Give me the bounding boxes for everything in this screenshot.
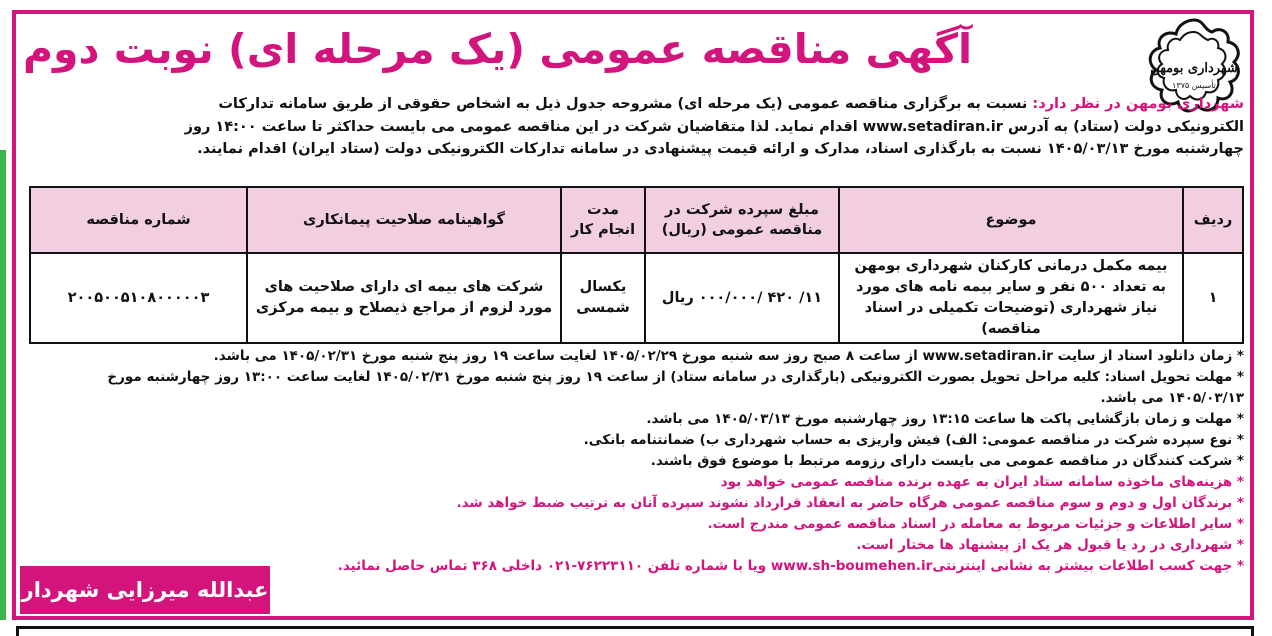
note-resume: * شرکت کنندگان در مناقصه عمومی می بایست دارای رزومه مرتبط با موضوع فوق باشند. xyxy=(650,453,1244,469)
header-certificate: گواهینامه صلاحیت پیمانکاری xyxy=(247,187,561,253)
side-green-bar xyxy=(0,150,6,620)
intro-paragraph xyxy=(34,93,1244,161)
header-tender-no: شماره مناقصه xyxy=(30,187,247,253)
table-header-row xyxy=(30,187,1243,253)
next-ad-border xyxy=(16,626,1254,636)
cell-row-no: ۱ xyxy=(1183,253,1243,343)
header-row-no: ردیف xyxy=(1183,187,1243,253)
note-submission-deadline-cont: ۱۴۰۵/۰۳/۱۳ می باشد. xyxy=(1100,390,1244,406)
note-contact: * جهت کسب اطلاعات بیشتر به نشانی اینترنتیwww.sh-boumehen.ir ویا با شماره تلفن ۷۶۲۲۳۱۱۰-۰۲۱ داخلی ۳۶۸ تماس حاصل نمائید. xyxy=(337,558,1244,574)
header-deposit: مبلغ سپرده شرکت در مناقصه عمومی (ریال) xyxy=(645,187,839,253)
cell-deposit: ۱۱/ ۴۲۰ /۰۰۰/۰۰۰ ریال xyxy=(645,253,839,343)
cell-duration: یکسال شمسی xyxy=(561,253,645,343)
note-winners: * برندگان اول و دوم و سوم مناقصه عمومی هرگاه حاضر به انعقاد قرارداد نشوند سپرده آنان به ترتیب ضبط خواهد شد. xyxy=(456,495,1244,511)
notice-title: آگهی مناقصه عمومی (یک مرحله ای) نوبت دوم xyxy=(22,25,972,73)
table-row xyxy=(30,253,1243,343)
note-submission-deadline: * مهلت تحویل اسناد: کلیه مراحل تحویل بصورت الکترونیکی (بارگذاری در سامانه ستاد) از ساعت ۱۹ روز پنج شنبه مورخ ۱۴۰۵/۰۲/۳۱ لغایت ساعت ۱۳:۰۰ روز چهارشنبه مورخ xyxy=(107,369,1244,385)
intro-line-3: چهارشنبه مورخ ۱۴۰۵/۰۳/۱۳ نسبت به بارگذاری اسناد، مدارک و ارائه قیمت پیشنهادی در سامانه تدارکات الکترونیکی دولت (ستاد ایران) اقدام نمایند. xyxy=(197,141,1244,157)
cell-tender-no: ۲۰۰۵۰۰۵۱۰۸۰۰۰۰۰۳ xyxy=(30,253,247,343)
intro-line-1 xyxy=(34,93,1244,116)
note-download-time: * زمان دانلود اسناد از سایت www.setadiran.ir از ساعت ۸ صبح روز سه شنبه مورخ ۱۴۰۵/۰۲/۲۹ لغایت ساعت ۱۹ روز پنج شنبه مورخ ۱۴۰۵/۰۲/۳۱ می باشد. xyxy=(213,348,1244,364)
tender-table xyxy=(29,186,1244,344)
note-other-info: * سایر اطلاعات و جزئیات مربوط به معامله در اسناد مناقصه عمومی مندرج است. xyxy=(707,516,1244,532)
cell-subject: بیمه مکمل درمانی کارکنان شهرداری بومهن به تعداد ۵۰۰ نفر و سایر بیمه نامه های مورد نیاز شهرداری (توضیحات تکمیلی در اسناد مناقصه) xyxy=(839,253,1183,343)
note-opening-time: * مهلت و زمان بازگشایی پاکت ها ساعت ۱۳:۱۵ روز چهارشنبه مورخ ۱۴۰۵/۰۳/۱۳ می باشد. xyxy=(646,411,1244,427)
cell-certificate: شرکت های بیمه ای دارای صلاحیت های مورد لزوم از مراجع ذیصلاح و بیمه مرکزی xyxy=(247,253,561,343)
logo-founded-text: تأسیس ۱۳۷۵ xyxy=(1172,81,1216,90)
header-duration: مدت انجام کار xyxy=(561,187,645,253)
note-fees: * هزینه‌های ماخوذه سامانه ستاد ایران به عهده برنده مناقصه عمومی خواهد بود xyxy=(720,474,1244,490)
notes-list xyxy=(29,346,1244,577)
intro-line-1-text: نسبت به برگزاری مناقصه عمومی (یک مرحله ای) مشروحه جدول ذیل به اشخاص حقوقی از طریق سامانه تدارکات xyxy=(218,96,1033,112)
mayor-signature: عبدالله میرزایی شهردار xyxy=(20,566,270,614)
note-deposit-type: * نوع سپرده شرکت در مناقصه عمومی: الف) فیش واریزی به حساب شهرداری ب) ضمانتنامه بانکی. xyxy=(583,432,1244,448)
intro-line-2: الکترونیکی دولت (ستاد) به آدرس www.setadiran.ir اقدام نماید. لذا متقاضیان شرکت در این مناقصه عمومی می بایست حداکثر تا ساعت ۱۴:۰۰ روز xyxy=(184,118,1244,135)
header-subject: موضوع xyxy=(839,187,1183,253)
intro-lead: شهرداری بومهن در نظر دارد: xyxy=(1032,96,1244,112)
note-rejection: * شهرداری در رد یا قبول هر یک از پیشنهاد ها مختار است. xyxy=(856,537,1244,553)
logo-name-text: شهرداری بومهن xyxy=(1150,61,1238,76)
